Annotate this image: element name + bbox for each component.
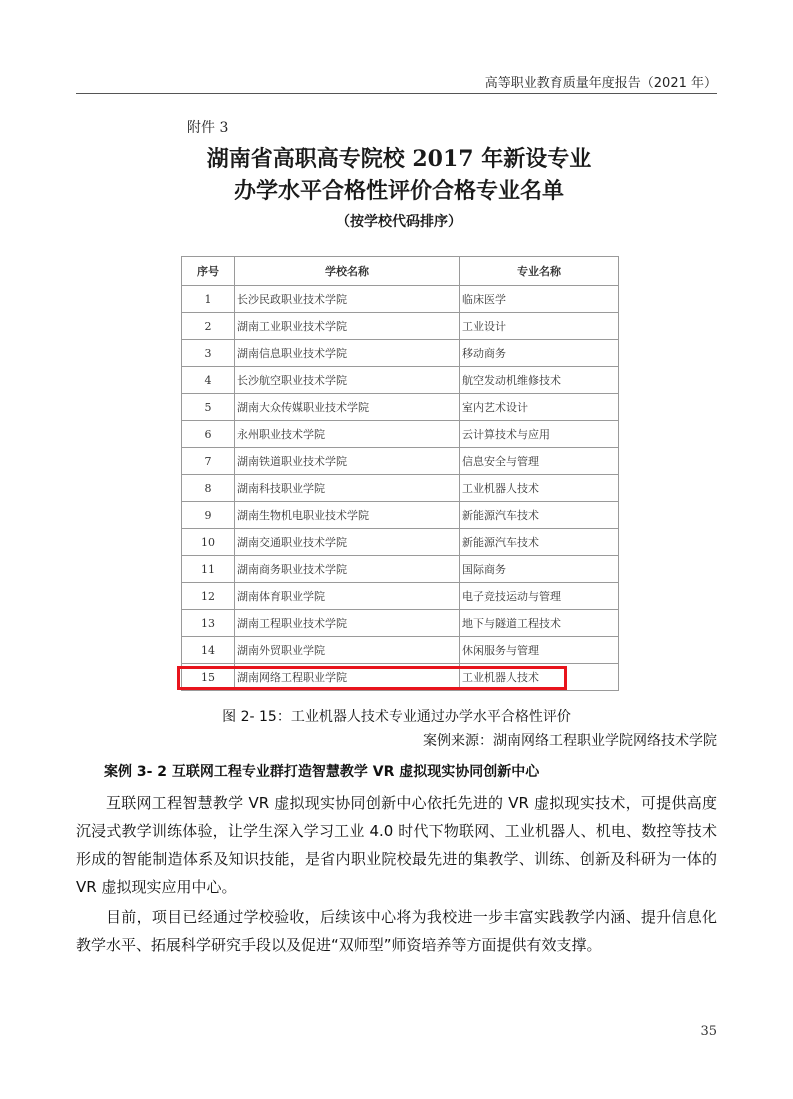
school-name-cell: 湖南网络工程职业学院: [235, 664, 460, 691]
table-row: [182, 583, 619, 610]
major-name-cell: 移动商务: [460, 340, 619, 367]
table-row: [182, 367, 619, 394]
row-index-cell: 10: [182, 529, 235, 556]
school-name-cell: 湖南工业职业技术学院: [235, 313, 460, 340]
table-row: [182, 529, 619, 556]
document-subtitle: （按学校代码排序）: [336, 214, 462, 230]
school-name-cell: 长沙航空职业技术学院: [235, 367, 460, 394]
table-row: [182, 610, 619, 637]
row-index-cell: 3: [182, 340, 235, 367]
major-name-cell: 云计算技术与应用: [460, 421, 619, 448]
row-index-cell: 12: [182, 583, 235, 610]
major-name-cell: 航空发动机维修技术: [460, 367, 619, 394]
table-row: [182, 340, 619, 367]
body-paragraph: 互联网工程智慧教学 VR 虚拟现实协同创新中心依托先进的 VR 虚拟现实技术，可提供高度沉浸式教学训练体验，让学生深入学习工业 4.0 时代下物联网、工业机器人、机电、数控等技术形成的智能制造体系及知识技能，是省内职业院校最先进的集教学、训练、创新及科研为一体的 VR 虚拟现实应用中心。: [76, 794, 717, 896]
table-row: [182, 313, 619, 340]
school-name-cell: 湖南科技职业学院: [235, 475, 460, 502]
row-index-cell: 15: [182, 664, 235, 691]
body-paragraph: 目前，项目已经通过学校验收，后续该中心将为我校进一步丰富实践教学内涵、提升信息化教学水平、拓展科学研究手段以及促进“双师型”师资培养等方面提供有效支撑。: [76, 908, 717, 954]
school-name-cell: 湖南铁道职业技术学院: [235, 448, 460, 475]
row-index-cell: 14: [182, 637, 235, 664]
qualified-majors-table: [181, 256, 619, 691]
major-name-cell: 电子竞技运动与管理: [460, 583, 619, 610]
document-title-line1: 湖南省高职高专院校 2017 年新设专业: [206, 146, 592, 172]
row-index-cell: 7: [182, 448, 235, 475]
page-header-title: 高等职业教育质量年度报告（2021 年）: [484, 76, 717, 91]
case-title: 案例 3- 2 互联网工程专业群打造智慧教学 VR 虚拟现实协同创新中心: [104, 764, 540, 780]
table-row: [182, 448, 619, 475]
school-name-cell: 长沙民政职业技术学院: [235, 286, 460, 313]
school-name-cell: 永州职业技术学院: [235, 421, 460, 448]
row-index-cell: 4: [182, 367, 235, 394]
highlight-box: [177, 666, 567, 690]
row-index-cell: 13: [182, 610, 235, 637]
major-name-cell: 室内艺术设计: [460, 394, 619, 421]
major-name-cell: 地下与隧道工程技术: [460, 610, 619, 637]
row-index-cell: 11: [182, 556, 235, 583]
table-row: [182, 637, 619, 664]
major-name-cell: 新能源汽车技术: [460, 529, 619, 556]
table-row: [182, 556, 619, 583]
row-index-cell: 6: [182, 421, 235, 448]
case-source: 案例来源：湖南网络工程职业学院网络技术学院: [423, 733, 717, 749]
table-row: [182, 394, 619, 421]
school-name-cell: 湖南工程职业技术学院: [235, 610, 460, 637]
school-name-cell: 湖南大众传媒职业技术学院: [235, 394, 460, 421]
row-index-cell: 9: [182, 502, 235, 529]
figure-caption: 图 2- 15：工业机器人技术专业通过办学水平合格性评价: [222, 709, 571, 725]
school-name-cell: 湖南外贸职业学院: [235, 637, 460, 664]
major-name-cell: 工业设计: [460, 313, 619, 340]
column-header-major: 专业名称: [460, 257, 619, 286]
row-index-cell: 5: [182, 394, 235, 421]
row-index-cell: 2: [182, 313, 235, 340]
row-index-cell: 1: [182, 286, 235, 313]
major-name-cell: 工业机器人技术: [460, 475, 619, 502]
major-name-cell: 临床医学: [460, 286, 619, 313]
table-row: [182, 475, 619, 502]
column-header-index: 序号: [182, 257, 235, 286]
school-name-cell: 湖南商务职业技术学院: [235, 556, 460, 583]
table-row: [182, 502, 619, 529]
major-name-cell: 休闲服务与管理: [460, 637, 619, 664]
row-index-cell: 8: [182, 475, 235, 502]
document-title-line2: 办学水平合格性评价合格专业名单: [233, 178, 564, 204]
major-name-cell: 国际商务: [460, 556, 619, 583]
table-header-row: [182, 257, 619, 286]
table-row: [182, 286, 619, 313]
school-name-cell: 湖南交通职业技术学院: [235, 529, 460, 556]
table-row: [182, 421, 619, 448]
header-divider: [76, 93, 717, 94]
scanned-document-image: [173, 104, 625, 700]
page-number: 35: [700, 1024, 717, 1039]
school-name-cell: 湖南生物机电职业技术学院: [235, 502, 460, 529]
column-header-school: 学校名称: [235, 257, 460, 286]
major-name-cell: 新能源汽车技术: [460, 502, 619, 529]
school-name-cell: 湖南信息职业技术学院: [235, 340, 460, 367]
major-name-cell: 工业机器人技术: [460, 664, 619, 691]
major-name-cell: 信息安全与管理: [460, 448, 619, 475]
school-name-cell: 湖南体育职业学院: [235, 583, 460, 610]
annex-label: 附件 3: [187, 120, 229, 136]
